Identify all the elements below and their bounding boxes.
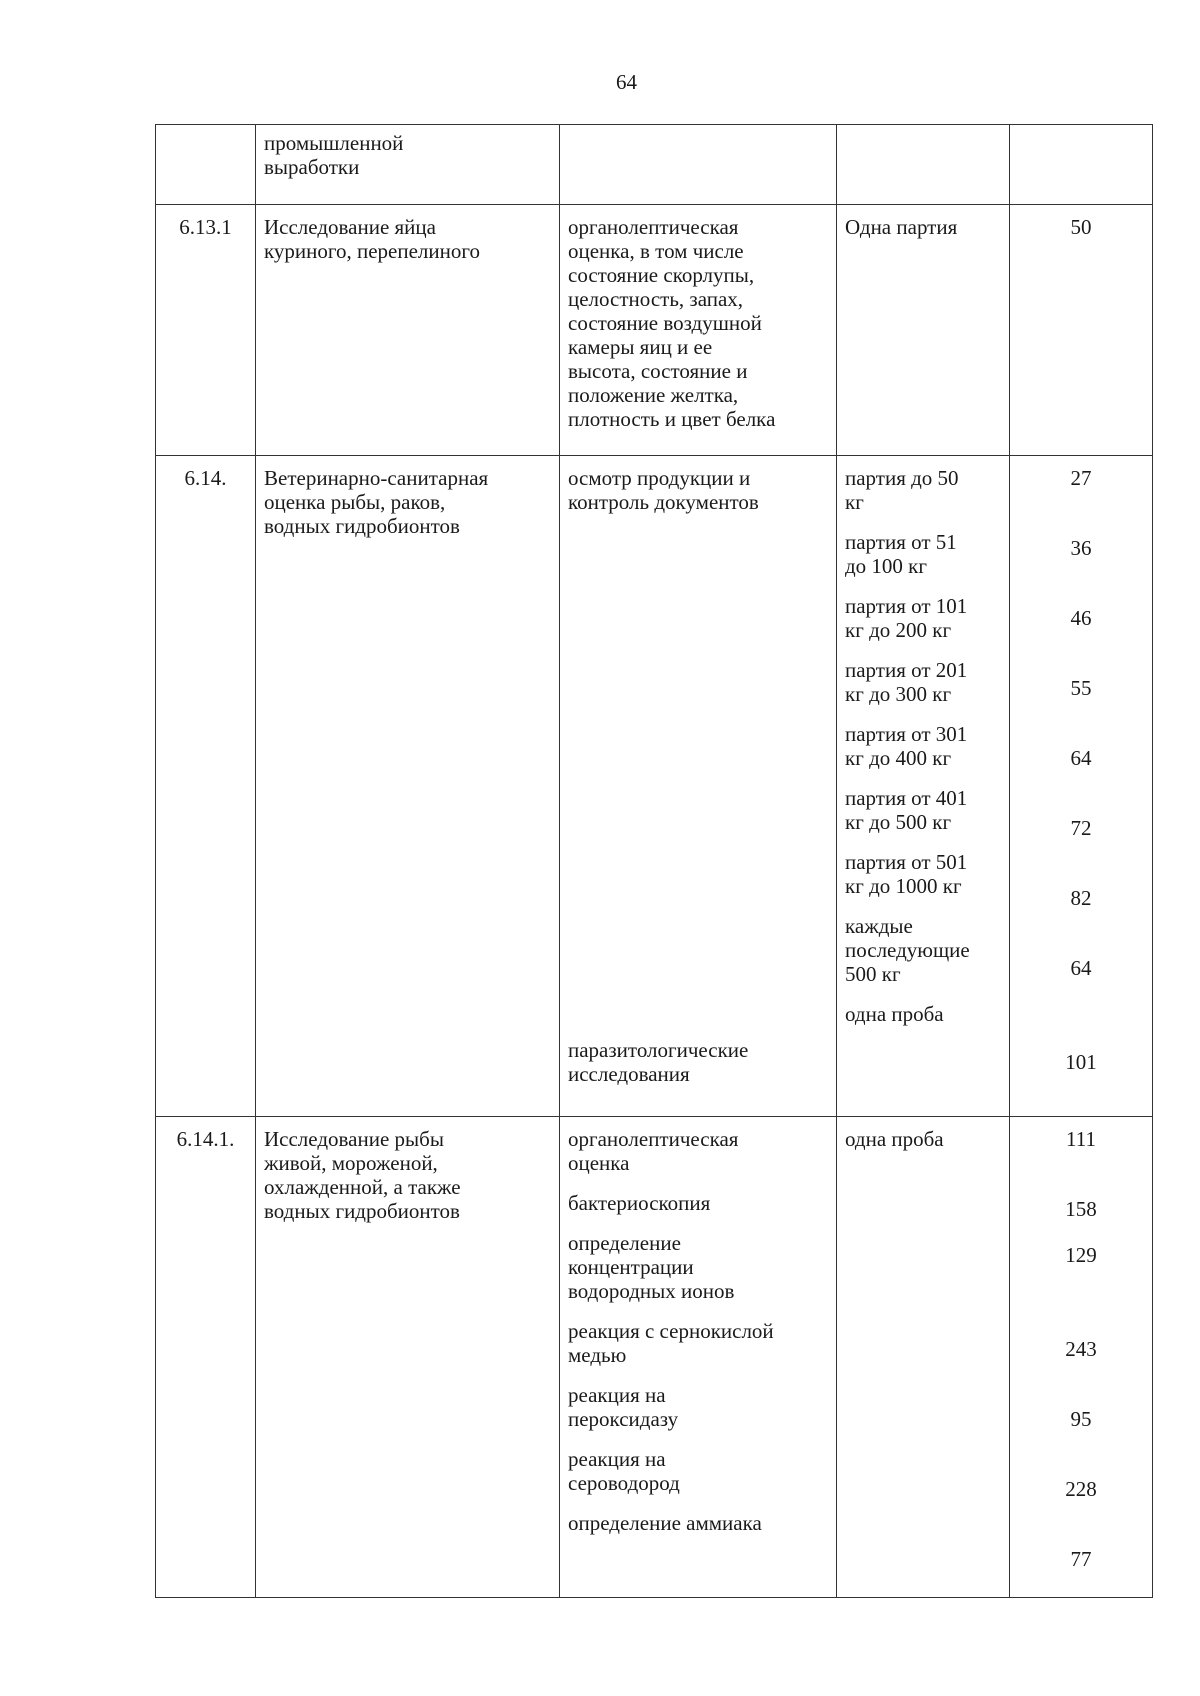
item-unit: [837, 456, 1010, 1117]
item-code: 6.13.1: [156, 205, 256, 456]
item-name: Исследование рыбы живой, мороженой, охлажденной, а также водных гидробионтов: [256, 1117, 560, 1598]
item-method: [560, 125, 837, 205]
item-name: Исследование яйца куриного, перепелиного: [256, 205, 560, 456]
item-method: [560, 456, 837, 1117]
item-price: [1010, 1117, 1153, 1598]
price-value: 77: [1070, 1547, 1092, 1571]
method-line: реакция на сероводород: [568, 1447, 680, 1495]
item-unit: Одна партия: [837, 205, 1010, 456]
item-name: промышленной выработки: [256, 125, 560, 205]
method-line: определение концентрации водородных ионов: [568, 1231, 735, 1303]
item-unit: [837, 125, 1010, 205]
method-line: реакция с сернокислой медью: [568, 1319, 774, 1367]
method-line: определение аммиака: [568, 1511, 762, 1535]
unit-line: партия от 51 до 100 кг: [845, 530, 957, 578]
page-number: 64: [616, 70, 637, 94]
table-row: [156, 125, 1153, 205]
item-price: 50: [1010, 205, 1153, 456]
price-value: 36: [1070, 536, 1092, 560]
item-method: [560, 1117, 837, 1598]
price-value: 101: [1065, 1050, 1097, 1074]
method-line: органолептическая оценка: [568, 1127, 739, 1175]
price-value: 55: [1070, 676, 1092, 700]
method-line: осмотр продукции и контроль документов: [568, 466, 759, 514]
price-value: 46: [1070, 606, 1092, 630]
price-value: 129: [1065, 1243, 1097, 1267]
unit-line: партия от 401 кг до 500 кг: [845, 786, 968, 834]
item-method: органолептическая оценка, в том числе состояние скорлупы, целостность, запах, состояние воздушной камеры яиц и ее высота, состояние и положение желтка, плотность и цвет белка: [560, 205, 837, 456]
unit-line: партия от 301 кг до 400 кг: [845, 722, 968, 770]
price-value: 64: [1070, 956, 1092, 980]
price-value: 82: [1070, 886, 1092, 910]
price-value: 243: [1065, 1337, 1097, 1361]
table-row: [156, 456, 1153, 1117]
item-unit: одна проба: [837, 1117, 1010, 1598]
price-value: 228: [1065, 1477, 1097, 1501]
method-line: бактериоскопия: [568, 1191, 711, 1215]
item-code: [156, 125, 256, 205]
item-name: Ветеринарно-санитарная оценка рыбы, раков, водных гидробионтов: [256, 456, 560, 1117]
price-value: 27: [1070, 466, 1092, 490]
unit-line: партия до 50 кг: [845, 466, 959, 514]
method-line: реакция на пероксидазу: [568, 1383, 679, 1431]
item-price: [1010, 125, 1153, 205]
item-price: [1010, 456, 1153, 1117]
tariff-table: [155, 124, 1153, 1598]
item-code: 6.14.1.: [156, 1117, 256, 1598]
unit-line: партия от 101 кг до 200 кг: [845, 594, 968, 642]
unit-line: партия от 201 кг до 300 кг: [845, 658, 968, 706]
price-value: 64: [1070, 746, 1092, 770]
unit-line: одна проба: [845, 1002, 944, 1026]
price-value: 72: [1070, 816, 1092, 840]
method-line: паразитологические исследования: [568, 1038, 749, 1086]
price-value: 158: [1065, 1197, 1097, 1221]
price-value: 111: [1066, 1127, 1096, 1151]
unit-line: каждые последующие 500 кг: [845, 914, 970, 986]
table-row: [156, 205, 1153, 456]
table-row: [156, 1117, 1153, 1598]
item-code: 6.14.: [156, 456, 256, 1117]
unit-line: партия от 501 кг до 1000 кг: [845, 850, 968, 898]
price-value: 95: [1070, 1407, 1092, 1431]
